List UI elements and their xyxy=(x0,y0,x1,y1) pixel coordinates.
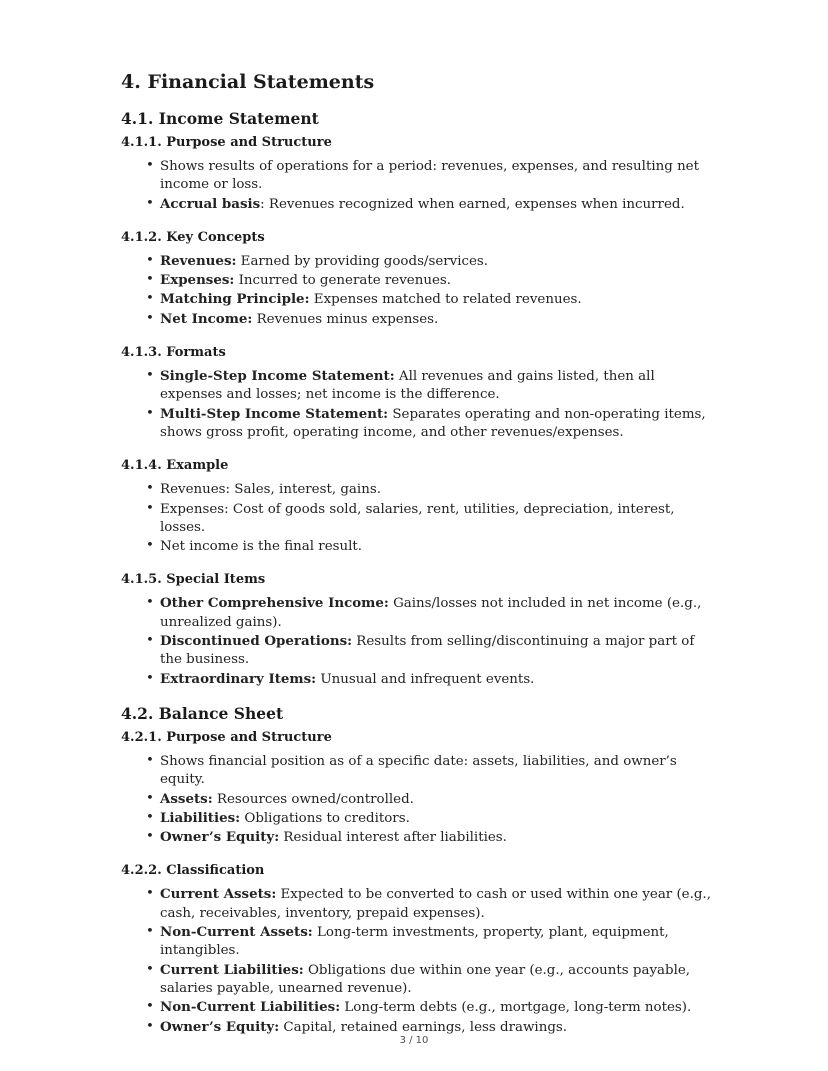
bullet-lead: Revenues: xyxy=(160,252,237,269)
bullet-item xyxy=(160,790,711,809)
document-content xyxy=(121,70,711,1037)
subsection-heading-4-1-5: 4.1.5. Special Items xyxy=(121,572,266,588)
bullet-lead: Single-Step Income Statement: xyxy=(160,368,395,385)
bullet-text: Shows financial position as of a specific date: assets, liabilities, and owner’s equity. xyxy=(160,753,677,788)
bullet-item xyxy=(160,480,711,499)
bullet-item xyxy=(160,271,711,290)
bullet-text: Net income is the final result. xyxy=(160,539,363,555)
bullet-text: Obligations due within one year (e.g., accounts payable, salaries payable, unearned revenue). xyxy=(160,962,691,996)
bullet-text: Revenues minus expenses. xyxy=(252,311,439,327)
bullet-text: Expenses: Cost of goods sold, salaries, rent, utilities, depreciation, interest, losses. xyxy=(160,501,675,535)
bullet-list xyxy=(121,157,711,214)
bullet-text: Results from selling/discontinuing a major part of the business. xyxy=(160,634,695,668)
bullet-item xyxy=(160,537,711,556)
bullet-item xyxy=(160,195,711,214)
bullet-text: Incurred to generate revenues. xyxy=(234,273,452,289)
bullet-item xyxy=(160,500,711,538)
bullet-lead: Owner’s Equity: xyxy=(160,829,280,846)
bullet-text: Capital, retained earnings, less drawings. xyxy=(279,1019,568,1035)
subsection-heading-4-2-2: 4.2.2. Classification xyxy=(121,863,265,879)
page-number: 3 / 10 xyxy=(399,1035,429,1046)
subsection-heading-4-1-1: 4.1.1. Purpose and Structure xyxy=(121,135,332,150)
bullet-text: Shows results of operations for a period: revenues, expenses, and resulting net income or loss. xyxy=(160,159,699,193)
bullet-list xyxy=(121,594,711,688)
bullet-text: Unusual and infrequent events. xyxy=(316,671,535,687)
document-title: 4. Financial Statements xyxy=(121,71,375,93)
bullet-lead: Assets: xyxy=(160,790,213,807)
bullet-item xyxy=(160,252,711,271)
bullet-lead: Non-Current Assets: xyxy=(160,924,313,941)
bullet-text: All revenues and gains listed, then all expenses and losses; net income is the difference. xyxy=(160,369,655,403)
bullet-item xyxy=(160,1018,711,1037)
bullet-text: Expected to be converted to cash or used within one year (e.g., cash, receivables, inventory, prepaid expenses). xyxy=(160,887,711,921)
bullet-lead: Current Assets: xyxy=(160,886,277,903)
bullet-lead: Current Liabilities: xyxy=(160,961,304,978)
subsection-heading-4-1-4: 4.1.4. Example xyxy=(121,458,229,474)
bullet-item xyxy=(160,290,711,309)
bullet-lead: Discontinued Operations: xyxy=(160,633,353,650)
bullet-item xyxy=(160,594,711,632)
bullet-text: Expenses matched to related revenues. xyxy=(309,292,582,308)
bullet-item xyxy=(160,752,711,790)
bullet-text: Gains/losses not included in net income (e.g., unrealized gains). xyxy=(160,596,702,630)
bullet-list xyxy=(121,252,711,329)
bullet-item xyxy=(160,632,711,670)
bullet-item xyxy=(160,405,711,443)
bullet-list xyxy=(121,480,711,556)
bullet-text: Long-term investments, property, plant, equipment, intangibles. xyxy=(160,925,669,959)
bullet-lead: Accrual basis xyxy=(160,195,261,212)
bullet-lead: Non-Current Liabilities: xyxy=(160,999,341,1016)
bullet-lead: Expenses: xyxy=(160,272,235,289)
bullet-text: Separates operating and non-operating items, shows gross profit, operating income, and other revenues/expenses. xyxy=(160,406,706,440)
bullet-lead: Extraordinary Items: xyxy=(160,670,317,687)
bullet-text: Revenues: Sales, interest, gains. xyxy=(160,482,381,498)
bullet-item xyxy=(160,367,711,405)
bullet-text: Long-term debts (e.g., mortgage, long-term notes). xyxy=(340,1000,692,1016)
bullet-item xyxy=(160,828,711,847)
bullet-text: : Revenues recognized when earned, expenses when incurred. xyxy=(260,196,685,212)
bullet-lead: Other Comprehensive Income: xyxy=(160,595,389,612)
bullet-item xyxy=(160,885,711,923)
bullet-list xyxy=(121,367,711,442)
bullet-list xyxy=(121,752,711,847)
subsection-heading-4-1-3: 4.1.3. Formats xyxy=(121,345,226,361)
bullet-item xyxy=(160,157,711,195)
bullet-list xyxy=(121,885,711,1036)
section-heading-4-1: 4.1. Income Statement xyxy=(121,109,319,128)
bullet-lead: Matching Principle: xyxy=(160,291,310,308)
bullet-item xyxy=(160,310,711,329)
bullet-item xyxy=(160,998,711,1017)
bullet-item xyxy=(160,923,711,961)
bullet-lead: Multi-Step Income Statement: xyxy=(160,405,389,422)
bullet-item xyxy=(160,670,711,689)
bullet-item xyxy=(160,809,711,828)
bullet-text: Obligations to creditors. xyxy=(240,810,410,826)
bullet-item xyxy=(160,961,711,999)
bullet-text: Resources owned/controlled. xyxy=(212,791,414,807)
bullet-lead: Liabilities: xyxy=(160,809,241,826)
bullet-lead: Owner’s Equity: xyxy=(160,1018,280,1035)
subsection-heading-4-1-2: 4.1.2. Key Concepts xyxy=(121,229,265,245)
bullet-lead: Net Income: xyxy=(160,310,253,327)
bullet-text: Residual interest after liabilities. xyxy=(279,830,507,846)
subsection-heading-4-2-1: 4.2.1. Purpose and Structure xyxy=(121,729,332,745)
section-heading-4-2: 4.2. Balance Sheet xyxy=(121,703,284,723)
bullet-text: Earned by providing goods/services. xyxy=(236,253,489,269)
